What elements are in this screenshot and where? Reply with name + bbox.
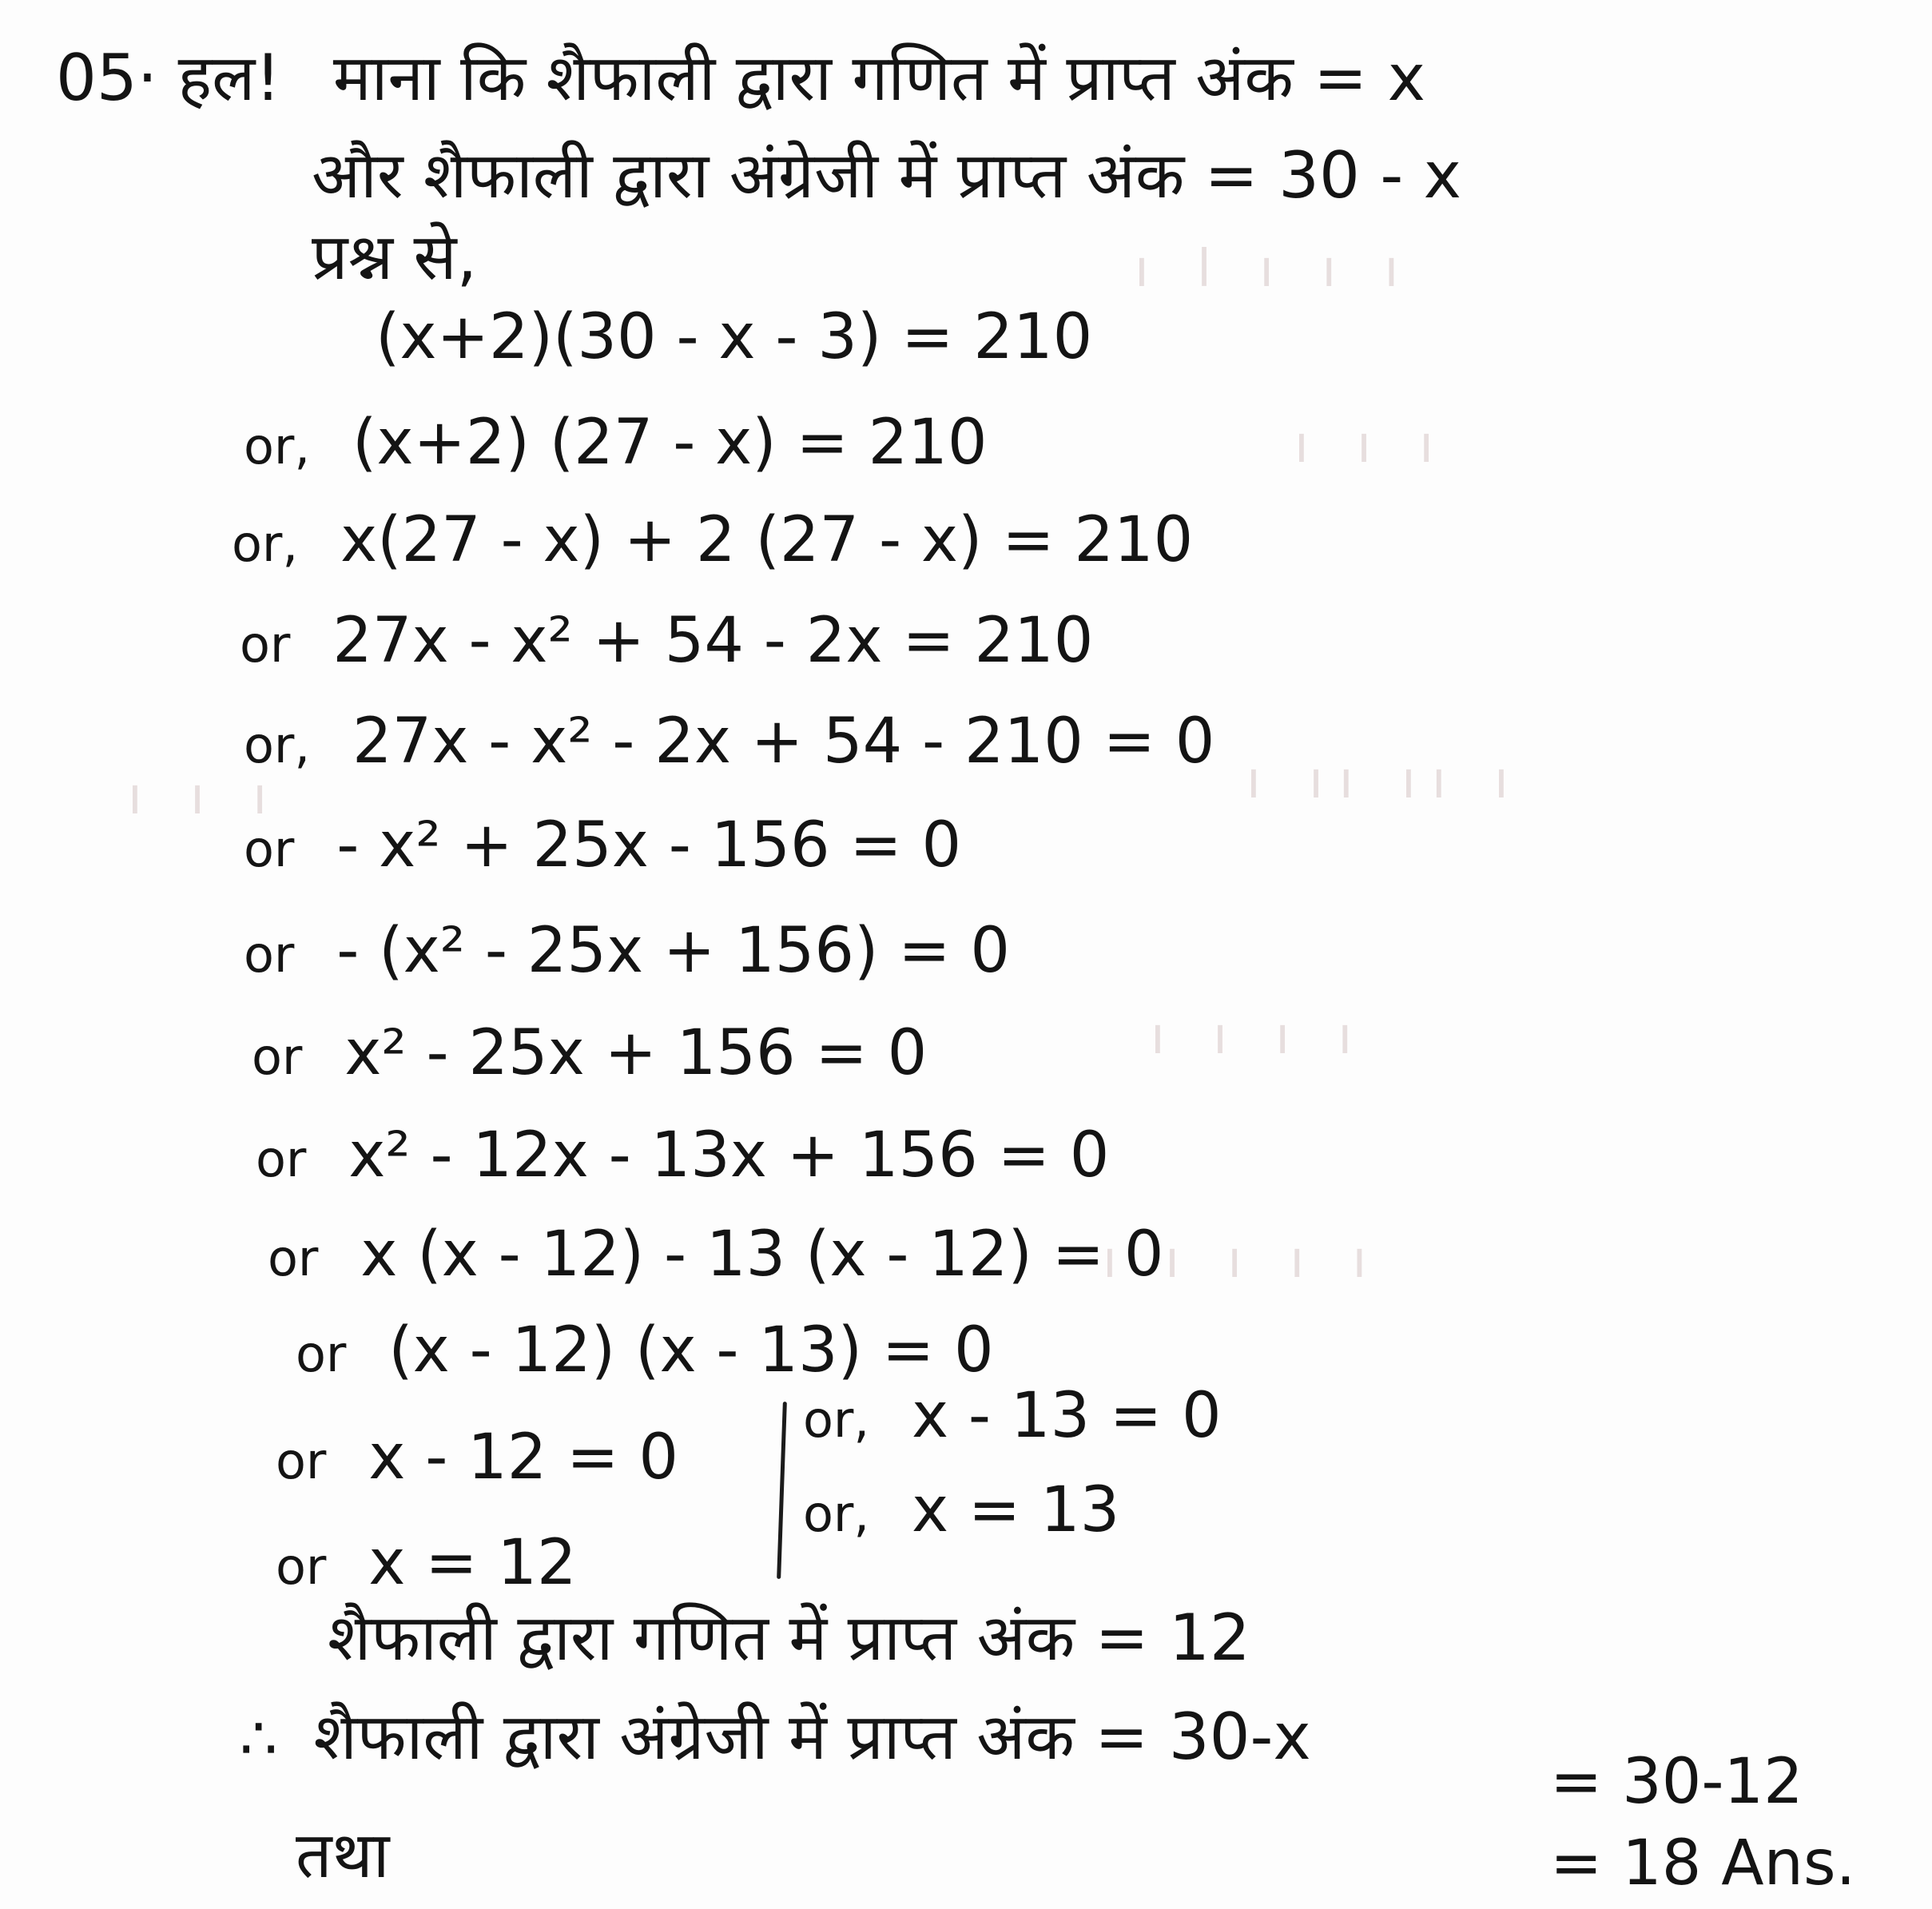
step-prefix: or,	[232, 515, 299, 573]
question-number: 05·	[56, 41, 158, 115]
step-prefix: or	[268, 1229, 319, 1287]
conclusion-text: शैफाली द्वारा अंग्रेजी में प्राप्त अंक = 30-x	[313, 1700, 1311, 1774]
step-prefix: or,	[244, 716, 311, 774]
step-expression: 27x - x² - 2x + 54 - 210 = 0	[352, 706, 1215, 778]
bleed-through-mark: ı ı ı ı	[1151, 1007, 1369, 1066]
intro-text: प्रश्न से,	[312, 220, 478, 294]
step-line	[244, 403, 988, 487]
conclusion-also-line	[296, 1816, 389, 1895]
step-prefix: or,	[244, 417, 311, 475]
step-expression: x - 13 = 0	[911, 1380, 1222, 1452]
bleed-through-mark: ı ıı ıı ı	[1246, 751, 1525, 810]
step-prefix: or	[296, 1325, 347, 1383]
intro-text: और शैफाली द्वारा अंग्रेजी में प्राप्त अंक = 30 - x	[312, 138, 1462, 213]
case-divider	[777, 1402, 787, 1579]
conclusion-math-line	[328, 1598, 1250, 1678]
step-expression: (x+2)(30 - x - 3) = 210	[376, 301, 1093, 373]
bleed-through-mark: ı l ı ı ı	[1135, 240, 1415, 299]
case-right-line	[803, 1376, 1222, 1460]
step-expression: 27x - x² + 54 - 2x = 210	[332, 605, 1094, 677]
intro-line-1	[56, 38, 1425, 118]
solution-heading: हल!	[177, 41, 281, 115]
step-expression: x - 12 = 0	[368, 1422, 678, 1493]
conclusion-step-line	[1550, 1742, 1803, 1822]
step-expression: x² - 12x - 13x + 156 = 0	[348, 1120, 1110, 1191]
intro-text: माना कि शैफाली द्वारा गणित में प्राप्त अंक = x	[332, 41, 1425, 115]
case-left-line	[276, 1418, 678, 1501]
step-line	[268, 1215, 1164, 1299]
step-expression: x² - 25x + 156 = 0	[344, 1017, 928, 1089]
step-prefix: or	[244, 820, 295, 878]
step-expression: - x² + 25x - 156 = 0	[336, 809, 962, 881]
step-expression: (x+2) (27 - x) = 210	[352, 407, 988, 479]
final-answer-line	[1550, 1823, 1855, 1903]
step-prefix: or	[276, 1537, 327, 1596]
step-expression: (x - 12) (x - 13) = 0	[388, 1314, 994, 1386]
step-line	[244, 911, 1010, 995]
intro-line-2	[312, 136, 1461, 216]
conclusion-text: शैफाली द्वारा गणित में प्राप्त अंक = 12	[328, 1601, 1250, 1675]
bleed-through-mark: ı ı ı	[128, 767, 284, 826]
step-prefix: or,	[803, 1485, 870, 1543]
case-right-line	[803, 1470, 1119, 1554]
step-prefix: or	[256, 1130, 307, 1188]
step-line	[256, 1116, 1109, 1199]
step-prefix: or	[252, 1028, 303, 1086]
step-prefix: or	[240, 615, 291, 674]
step-expression: x(27 - x) + 2 (27 - x) = 210	[340, 504, 1194, 576]
step-prefix: or	[276, 1432, 327, 1490]
bleed-through-mark: ı ı ı ı ı	[1103, 1231, 1383, 1290]
also-word: तथा	[296, 1818, 390, 1892]
conclusion-english-line	[240, 1697, 1311, 1779]
step-expression: x = 13	[911, 1474, 1120, 1546]
step-line	[232, 500, 1193, 584]
therefore-symbol: ∴	[240, 1704, 278, 1773]
step-line	[240, 601, 1093, 685]
step-expression: x (x - 12) - 13 (x - 12) = 0	[360, 1219, 1164, 1291]
step-prefix: or	[244, 925, 295, 984]
step-line	[376, 297, 1092, 377]
step-expression: - (x² - 25x + 156) = 0	[336, 915, 1010, 987]
step-line	[244, 805, 961, 889]
step-expression: x = 12	[368, 1527, 577, 1599]
case-left-line	[276, 1523, 577, 1607]
step-prefix: or,	[803, 1390, 870, 1449]
step-line	[244, 702, 1214, 785]
final-answer: = 18 Ans.	[1550, 1827, 1856, 1899]
bleed-through-mark: ı ı ı	[1294, 416, 1450, 475]
intro-line-3	[312, 217, 477, 297]
step-line	[252, 1013, 927, 1097]
conclusion-step: = 30-12	[1550, 1746, 1803, 1818]
